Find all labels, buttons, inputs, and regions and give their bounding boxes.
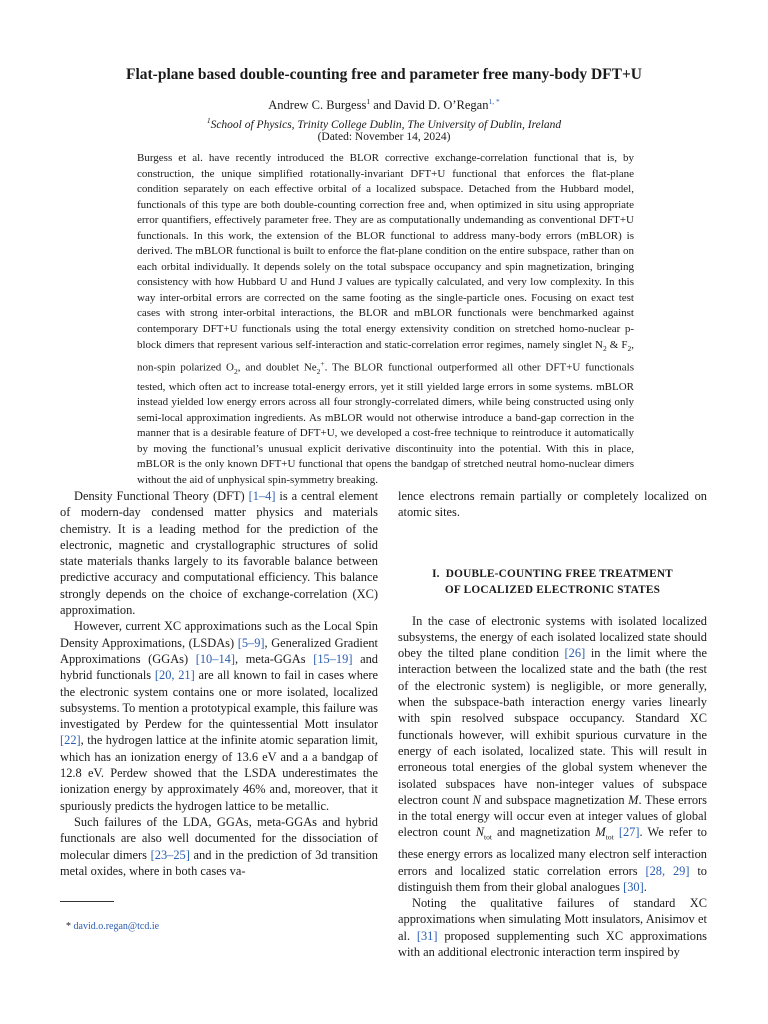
body-text: are all known to fail in cases where the electronic system contains one or more isolated, localized subsystems. To mention a prototypical example, this failure was investigated by Perdew for the quintessential Mott insulator [60,668,379,732]
paragraph-continuation: lence electrons remain partially or completely localized on atomic sites. [398,489,707,520]
body-text: However, current XC approximations such as the Local Spin Density Approximations, (LSDAs) [60,619,378,650]
author-conjunction: and [370,98,395,113]
paper-title: Flat-plane based double-counting free and parameter free many-body DFT+U [125,66,643,83]
citation-link[interactable]: [5–9] [237,635,265,650]
citation-link[interactable]: [27] [618,825,640,840]
subscript: tot [483,832,492,842]
abstract-text: , non-spin polarized O [137,338,634,374]
paragraph [60,814,378,879]
paragraph [60,488,378,618]
abstract-text: Burgess et al. have recently introduced the BLOR corrective exchange-correlation functional that is, by construction, the unique simplified rotationally-invariant DFT+U functional that enforces the flat-plane condition separately on each effective orbital of a localized subspace. Detached from the Hubbard model, functionals of this type are both double-counting correction free and, when optimized in situ using appropriate error quantifiers, effectively parameter free. They are as computationally undemanding as conventional DFT+U functionals. In this work, the extension of the BLOR functional to address many-body errors (mBLOR) is derived. The mBLOR functional is built to enforce the flat-plane condition on the entire subspace, rather than on each orbital individually. It depends solely on the total subspace occupancy and spin magnetization, bringing consistency with how Hubbard U and Hund J values are typically calculated, and very low complexity. In this way inter-orbital errors are corrected on the same footing as the single-particle ones. Focusing on exact test cases with strong inter-orbital interactions, the BLOR and mBLOR functionals were benchmarked against contemporary DFT+U functionals using the total energy extensivity condition on stretched homo-nuclear p-block dimers that represent various self-interaction and static-correlation error regimes, namely singlet N [137,152,634,351]
body-text: and in the prediction of 3d transition metal oxides, where in both cases va- [60,847,378,878]
body-text: Noting the qualitative failures of standard XC approximations when simulating Mott insulators, Anisimov et al. [398,896,707,943]
citation-link[interactable]: [28, 29] [645,863,690,878]
affiliation [40,116,728,131]
citation-link[interactable]: [22] [60,733,81,748]
subscript: 2 [627,343,632,353]
citation-link[interactable]: [15–19] [313,651,353,666]
body-text: and magnetization [491,825,596,840]
footnote [66,921,159,932]
date-line: (Dated: November 14, 2024) [317,131,451,143]
abstract [137,151,634,489]
section-title-line: OF LOCALIZED ELECTRONIC STATES [444,583,661,596]
citation-link[interactable]: [31] [416,928,438,943]
superscript: + [320,359,325,369]
citation-link[interactable]: [10–14] [195,651,235,666]
section-title-line: DOUBLE-COUNTING FREE TREATMENT [445,567,673,580]
section-number: I. [432,567,440,580]
abstract-text: & F [606,338,628,351]
math-symbol: N [472,792,481,807]
citation-link[interactable]: [30] [623,879,644,894]
author-line [40,97,728,113]
section-heading [398,566,707,598]
subscript: 2 [602,343,607,353]
subscript: tot [605,832,614,842]
citation-link[interactable]: [20, 21] [154,668,195,683]
affiliation-text: School of Physics, Trinity College Dublin, The University of Dublin, Ireland [210,118,562,131]
body-text: and hybrid functionals [60,651,378,683]
math-symbol: N [475,825,484,840]
affiliation-mark: 1 [366,97,371,106]
body-text: In the case of electronic systems with isolated localized subsystems, the energy of each isolated localized state should obey the tilted plane condition [398,613,707,661]
left-column [60,488,378,879]
citation-link[interactable]: [23–25] [150,847,190,862]
body-text: , the hydrogen lattice at the infinite atomic separation limit, which has an ionization energy of 13.6 eV and a a bandgap of 12.8 eV. Perdew showed that the LSDA underestimates the ionization energy by approximately 46% and, moreover, that it spuriously predicts the hydrogen lattice to be metallic. [60,733,378,813]
abstract-text: . The BLOR functional outperformed all other DFT+U functionals tested, which often act to increase total-energy errors, yet it still yielded large errors in some systems. mBLOR instead yielded low energy errors across all four strongly-correlated dimers, while being constructed using only semi-local approximation ingredients. As mBLOR would not otherwise introduce a band-gap correction in the manner that is a desirable feature of DFT+U, we developed a cost-free technique to reintroduce it automatically by moving the functional’s unusual explicit derivative discontinuity into the potential. With this in place, mBLOR is the only known DFT+U functional that opens the bandgap of stretched neutral homo-nuclear dimers without the aid of unphysical spin-symmetry breaking. [137,361,635,486]
spacer [398,521,707,566]
corresponding-author-mark-link[interactable]: 1, * [488,97,500,106]
body-text: is a central element of modern-day condensed matter physics and materials chemistry. It is a leading method for the prediction of the electronic, magnetic and crystallographic structures of solid state materials thanks largely to its favorable balance between predictive accuracy and computational efficiency. This balance strongly depends on the choice of exchange-correlation (XC) approximation. [60,489,379,618]
abstract-text: , and doublet Ne [237,361,317,374]
footnote-mark: * [66,921,71,932]
footnote-rule [60,901,114,902]
paragraph [398,613,707,896]
citation-link[interactable]: [1–4] [248,489,276,503]
body-text: , Generalized Gradient Approximations (GGAs) [60,635,378,666]
email-link[interactable]: david.o.regan@tcd.ie [73,921,160,932]
body-text: , meta-GGAs [234,651,314,666]
body-text: . These errors in the total energy will occur even at integer values of global electron count [398,792,708,840]
body-text: in the limit where the interaction between the localized state and the bath (the rest of the electronic system) is negligible, or more generally, when the subspace-bath interaction energy varies linearly with spin resolved subspace occupancy. Standard XC functionals however, will exhibit spurious curvature in the energy of each isolated, localized state. This will result in erroneous total energies of the global system whenever the isolated subspaces have non-integer values of subspace electron count [398,646,708,807]
subscript: 2 [316,367,321,377]
author-name: Andrew C. Burgess [268,98,367,113]
math-symbol: M [628,792,639,807]
math-symbol: M [595,825,606,840]
citation-link[interactable]: [26] [564,646,586,661]
body-text: . We refer to these energy errors as localized many electron self interaction errors and localized static correlation errors [398,825,708,878]
body-text: . [643,879,647,894]
author-name: David D. O’Regan [394,98,489,113]
body-text: proposed supplementing such XC approximations with an additional electronic interaction term inspired by [398,928,707,959]
paragraph [60,618,378,814]
subscript: 2 [234,367,238,377]
affiliation-mark: 1 [206,116,211,125]
spacer [398,598,707,613]
body-text: to distinguish them from their global analogues [398,863,707,894]
body-text: Density Functional Theory (DFT) [74,489,249,503]
right-column [398,488,707,960]
body-text: Such failures of the LDA, GGAs, meta-GGAs and hybrid functionals are also well documented for the dissociation of molecular dimers [60,814,378,862]
body-text: and subspace magnetization [480,792,629,807]
paragraph [398,895,707,960]
